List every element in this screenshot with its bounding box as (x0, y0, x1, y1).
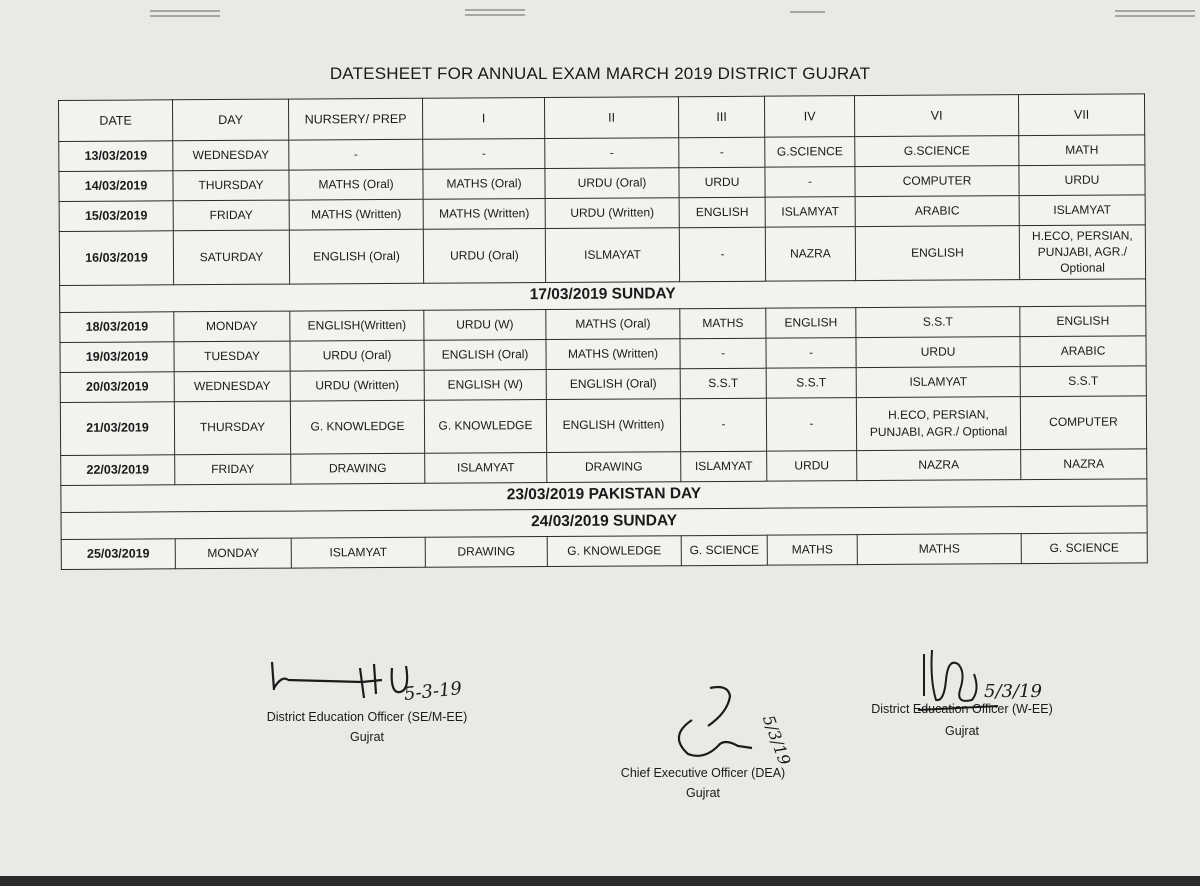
holiday-label: 23/03/2019 PAKISTAN DAY (61, 478, 1147, 512)
day-cell: FRIDAY (173, 200, 289, 231)
subject-cell: G. SCIENCE (1021, 532, 1147, 563)
subject-cell: MATHS (Written) (546, 338, 680, 369)
column-header: I (422, 98, 544, 140)
table-row (60, 395, 1146, 455)
holiday-label: 24/03/2019 SUNDAY (61, 505, 1147, 539)
date-cell: 20/03/2019 (60, 371, 174, 402)
subject-cell: MATH (1019, 135, 1145, 166)
table-body (59, 135, 1148, 569)
subject-cell: - (765, 167, 855, 198)
subject-cell: ENGLISH (Oral) (424, 339, 546, 370)
subject-cell: - (766, 397, 856, 451)
signature-title-right: District Education Officer (W-EE) (871, 702, 1053, 716)
subject-cell: H.ECO, PERSIAN, PUNJABI, AGR./ Optional (1019, 225, 1145, 279)
subject-cell: URDU (Oral) (423, 229, 545, 283)
subject-cell: ISLAMYAT (291, 537, 425, 568)
subject-cell: MATHS (Written) (423, 199, 545, 230)
date-cell: 16/03/2019 (59, 231, 173, 285)
signature-place-right: Gujrat (944, 724, 980, 738)
signature-block-center (588, 676, 818, 806)
page-title: DATESHEET FOR ANNUAL EXAM MARCH 2019 DISTRICT GUJRAT (329, 64, 871, 83)
subject-cell: ENGLISH (679, 197, 765, 228)
subject-cell: NAZRA (1021, 448, 1147, 479)
subject-cell: - (679, 227, 765, 281)
date-cell: 14/03/2019 (59, 171, 173, 202)
subject-cell: - (289, 139, 423, 170)
subject-cell: H.ECO, PERSIAN, PUNJABI, AGR./ Optional (856, 396, 1020, 450)
handwritten-date-left: 5-3-19 (403, 678, 463, 705)
subject-cell: NAZRA (857, 449, 1021, 480)
signature-place-center: Gujrat (685, 786, 721, 800)
holiday-label: 17/03/2019 SUNDAY (60, 278, 1146, 312)
subject-cell: MATHS (Written) (289, 199, 423, 230)
subject-cell: COMPUTER (855, 166, 1019, 197)
subject-cell: MATHS (Oral) (289, 169, 423, 200)
column-header: II (544, 97, 678, 139)
day-cell: SATURDAY (173, 230, 289, 284)
day-cell: WEDNESDAY (173, 140, 289, 171)
subject-cell: ISLAMYAT (765, 197, 855, 228)
subject-cell: URDU (W) (424, 309, 546, 340)
subject-cell: ENGLISH(Written) (290, 310, 424, 341)
day-cell: THURSDAY (173, 170, 289, 201)
subject-cell: NAZRA (765, 227, 855, 281)
subject-cell: - (545, 138, 679, 169)
subject-cell: MATHS (767, 534, 857, 565)
subject-cell: MATHS (Oral) (546, 308, 680, 339)
column-header: VII (1018, 94, 1144, 136)
subject-cell: MATHS (857, 533, 1021, 564)
subject-cell: G. KNOWLEDGE (547, 535, 681, 566)
subject-cell: URDU (679, 167, 765, 198)
subject-cell: - (423, 139, 545, 170)
column-header: IV (764, 96, 854, 138)
day-cell: MONDAY (175, 538, 291, 569)
signature-title-left: District Education Officer (SE/M-EE) (266, 710, 468, 724)
subject-cell: URDU (Oral) (290, 340, 424, 371)
subject-cell: URDU (Oral) (545, 168, 679, 199)
day-cell: THURSDAY (174, 401, 290, 455)
subject-cell: G. SCIENCE (681, 535, 767, 566)
subject-cell: URDU (767, 450, 857, 481)
subject-cell: ISLAMYAT (1019, 195, 1145, 226)
subject-cell: ISLAMYAT (856, 366, 1020, 397)
subject-cell: ENGLISH (Written) (546, 398, 680, 452)
subject-cell: G.SCIENCE (855, 136, 1019, 167)
subject-cell: ARABIC (1020, 335, 1146, 366)
subject-cell: ISLMAYAT (545, 228, 679, 282)
column-header: DAY (173, 99, 289, 141)
subject-cell: S.S.T (766, 367, 856, 398)
table-row (61, 532, 1147, 569)
subject-cell: - (766, 337, 856, 368)
subject-cell: ISLAMYAT (425, 452, 547, 483)
scan-marks (0, 6, 1200, 22)
date-cell: 22/03/2019 (61, 454, 175, 485)
day-cell: FRIDAY (175, 454, 291, 485)
column-header: NURSERY/ PREP (288, 98, 422, 140)
subject-cell: ENGLISH (Oral) (289, 229, 423, 283)
table-row (59, 225, 1145, 285)
subject-cell: DRAWING (547, 451, 681, 482)
date-cell: 19/03/2019 (60, 341, 174, 372)
subject-cell: COMPUTER (1020, 395, 1146, 449)
subject-cell: G. KNOWLEDGE (424, 399, 546, 453)
signature-title-center: Chief Executive Officer (DEA) (620, 766, 786, 780)
datesheet-table (58, 93, 1148, 569)
subject-cell: DRAWING (291, 453, 425, 484)
handwritten-date-center: 5/3/19 (758, 712, 795, 768)
day-cell: TUESDAY (174, 341, 290, 372)
column-header: DATE (59, 100, 173, 142)
subject-cell: ISLAMYAT (681, 451, 767, 482)
subject-cell: S.S.T (1020, 365, 1146, 396)
subject-cell: - (680, 338, 766, 369)
signature-place-left: Gujrat (349, 730, 385, 744)
subject-cell: URDU (1019, 165, 1145, 196)
date-cell: 18/03/2019 (60, 311, 174, 342)
subject-cell: ENGLISH (855, 226, 1019, 281)
date-cell: 13/03/2019 (59, 141, 173, 172)
subject-cell: - (679, 137, 765, 168)
column-header: VI (854, 95, 1018, 137)
date-cell: 25/03/2019 (61, 538, 175, 569)
subject-cell: - (680, 398, 766, 452)
subject-cell: ENGLISH (W) (424, 369, 546, 400)
header-row (59, 94, 1145, 142)
subject-cell: URDU (856, 336, 1020, 367)
subject-cell: DRAWING (425, 536, 547, 567)
date-cell: 21/03/2019 (60, 401, 174, 455)
subject-cell: URDU (Written) (290, 370, 424, 401)
subject-cell: S.S.T (856, 306, 1020, 337)
subject-cell: G. KNOWLEDGE (290, 400, 424, 454)
signature-block-left (232, 650, 502, 750)
date-cell: 15/03/2019 (59, 201, 173, 232)
subject-cell: ENGLISH (766, 307, 856, 338)
handwritten-date-right: 5/3/19 (984, 681, 1042, 702)
day-cell: WEDNESDAY (174, 371, 290, 402)
subject-cell: MATHS (680, 308, 766, 339)
subject-cell: ENGLISH (Oral) (546, 368, 680, 399)
scan-edge (0, 876, 1200, 886)
day-cell: MONDAY (174, 311, 290, 342)
column-header: III (678, 96, 764, 138)
subject-cell: ARABIC (855, 196, 1019, 227)
signature-block-right (842, 640, 1082, 750)
subject-cell: URDU (Written) (545, 198, 679, 229)
subject-cell: S.S.T (680, 368, 766, 399)
subject-cell: ENGLISH (1020, 305, 1146, 336)
subject-cell: MATHS (Oral) (423, 169, 545, 200)
subject-cell: G.SCIENCE (765, 137, 855, 168)
